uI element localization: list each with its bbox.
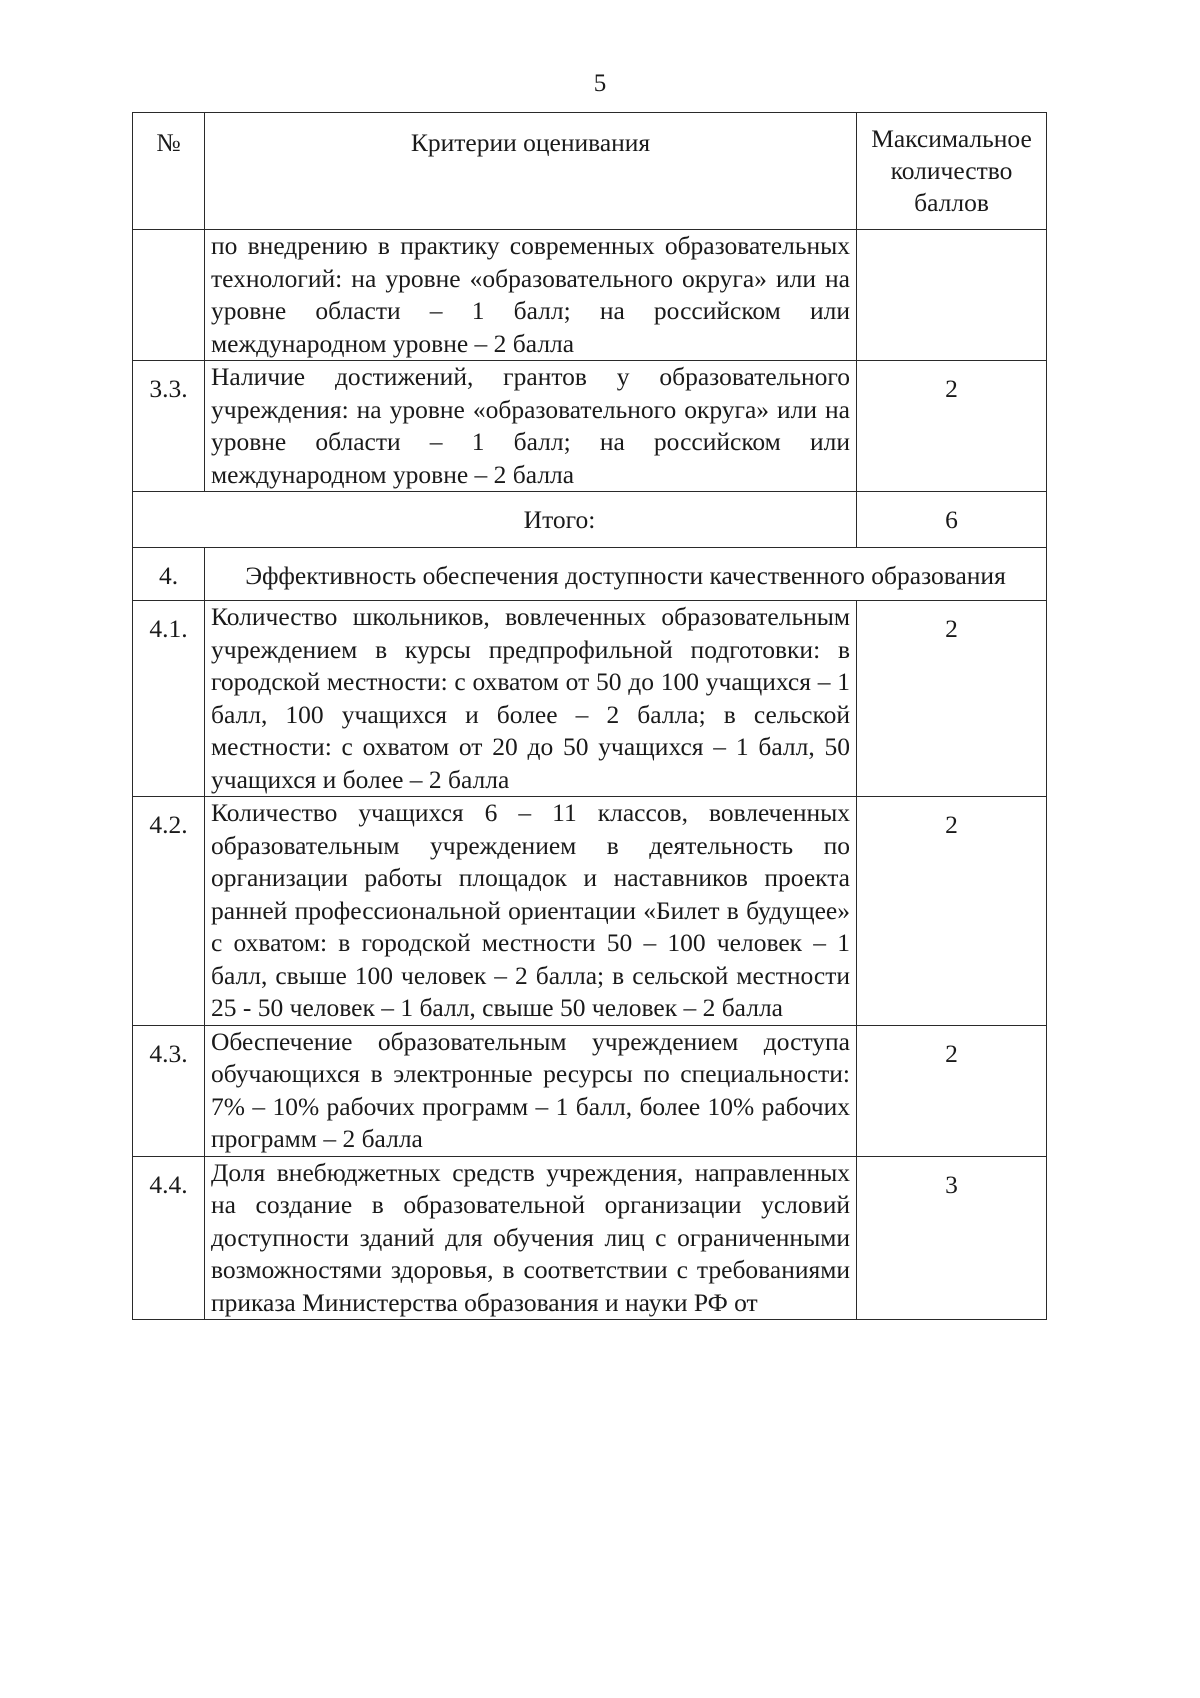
row-num: 4.1. <box>133 601 205 797</box>
table-row-continuation <box>133 230 1047 361</box>
table-row <box>133 1156 1047 1320</box>
row-num-cell <box>133 230 205 361</box>
table-row <box>133 361 1047 492</box>
table-row <box>133 601 1047 797</box>
row-num: 3.3. <box>133 361 205 492</box>
header-criteria: Критерии оценивания <box>205 113 857 230</box>
row-score-cell <box>857 230 1047 361</box>
row-num: 4.2. <box>133 797 205 1026</box>
row-score: 2 <box>857 361 1047 492</box>
table-row-total <box>133 492 1047 548</box>
table-row-section <box>133 547 1047 601</box>
criteria-table <box>132 112 1047 1320</box>
row-criteria-text: Количество учащихся 6 – 11 классов, вовлеченных образовательным учреждением в деятельность по организации работы площадок и наставников проекта ранней профессиональной ориентации «Билет в будущее» с охватом: в городской местности 50 – 100 человек – 1 балл, свыше 100 человек – 2 балла; в сельской местности 25 - 50 человек – 1 балл, свыше 50 человек – 2 балла <box>205 797 857 1026</box>
row-criteria-text: по внедрению в практику современных образовательных технологий: на уровне «образовательного округа» или на уровне области – 1 балл; на российском или международном уровне – 2 балла <box>205 230 857 361</box>
page-number: 5 <box>593 70 607 97</box>
row-score: 2 <box>857 797 1047 1026</box>
section-title: Эффективность обеспечения доступности качественного образования <box>205 547 1047 601</box>
row-score: 2 <box>857 601 1047 797</box>
row-criteria-text: Количество школьников, вовлеченных образовательным учреждением в курсы предпрофильной подготовки: в городской местности: с охватом от 50 до 100 учащихся – 1 балл, 100 учащихся и более – 2 балла; в сельской местности: с охватом от 20 до 50 учащихся – 1 балл, 50 учащихся и более – 2 балла <box>205 601 857 797</box>
total-label: Итого: <box>133 492 857 548</box>
row-criteria-text: Наличие достижений, грантов у образовательного учреждения: на уровне «образовательного округа» или на уровне области – 1 балл; на российском или международном уровне – 2 балла <box>205 361 857 492</box>
row-num: 4.3. <box>133 1025 205 1156</box>
header-num: № <box>133 113 205 230</box>
section-num: 4. <box>133 547 205 601</box>
row-score: 2 <box>857 1025 1047 1156</box>
table-row <box>133 797 1047 1026</box>
table-header-row <box>133 113 1047 230</box>
row-criteria-text: Обеспечение образовательным учреждением доступа обучающихся в электронные ресурсы по специальности: 7% – 10% рабочих программ – 1 балл, более 10% рабочих программ – 2 балла <box>205 1025 857 1156</box>
row-score: 3 <box>857 1156 1047 1320</box>
row-num: 4.4. <box>133 1156 205 1320</box>
total-score: 6 <box>857 492 1047 548</box>
table-row <box>133 1025 1047 1156</box>
header-max-score: Максимальное количество баллов <box>857 113 1047 230</box>
row-criteria-text: Доля внебюджетных средств учреждения, направленных на создание в образовательной организации условий доступности зданий для обучения лиц с ограниченными возможностями здоровья, в соответствии с требованиями приказа Министерства образования и науки РФ от <box>205 1156 857 1320</box>
